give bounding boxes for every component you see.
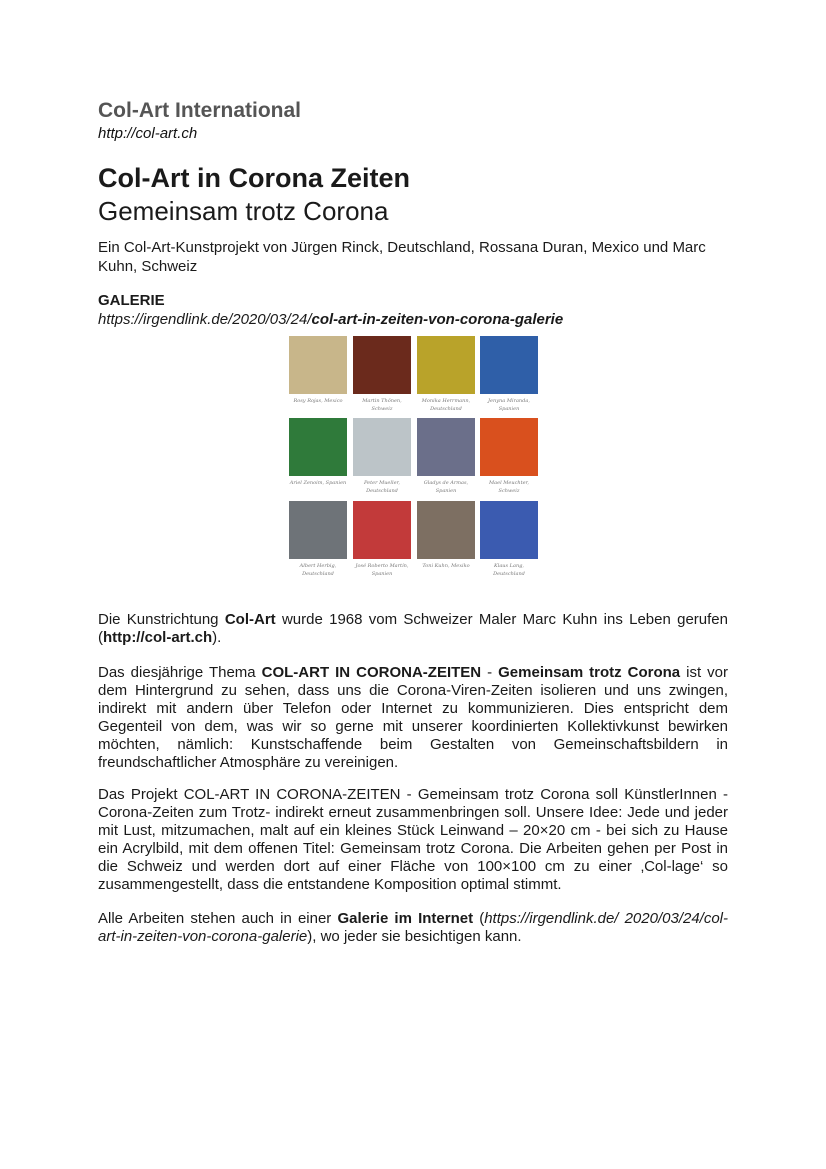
p2-text-3: ist vor dem Hintergrund zu sehen, dass uns die Corona-Viren-Zeiten isolieren und uns zwingen, indirekt mit andern über Telefon oder Internet zu kommunizieren. Dies entspricht dem Gegenteil von dem, was wir so gerne mit unserer koordinierten Kollektivkunst bewirken möchten, nämlich: Kunstschaffende beim Gestalten von Gemeinschaftsbildern in freundschaftlicher Atmosphäre zu vereinigen. — [98, 664, 728, 771]
gallery-url-bold: col-art-in-zeiten-von-corona-galerie — [311, 311, 564, 328]
artwork-caption-country: Spanien — [435, 488, 457, 494]
artwork-image — [289, 336, 347, 394]
p2-text-1: Das diesjährige Thema — [98, 664, 262, 681]
paragraph-theme — [98, 664, 728, 772]
p4-text-1: Alle Arbeiten stehen auch in einer — [98, 910, 338, 927]
artwork-caption-country: Deutschland — [302, 571, 334, 577]
artwork-image — [353, 501, 411, 559]
artwork-image — [289, 418, 347, 476]
p4-text-3: ), wo jeder sie besichtigen kann. — [307, 928, 522, 945]
org-name: Col-Art International — [98, 99, 301, 122]
artwork-caption: Gladys de Armas, — [423, 480, 469, 486]
page-title: Col-Art in Corona Zeiten — [98, 163, 410, 193]
artwork-caption: Klaus Lang, — [493, 563, 524, 569]
artwork-caption: José Roberto Martín, — [355, 563, 409, 569]
artwork-caption-country: Schweiz — [371, 406, 393, 412]
p1-text-2: wurde 1968 vom Schweizer Maler Marc Kuhn ins Leben gerufen ( — [98, 611, 728, 646]
artwork-image — [353, 336, 411, 394]
artwork-image — [480, 501, 538, 559]
artwork-caption-country: Spanien — [371, 571, 393, 577]
artwork-image — [289, 501, 347, 559]
artwork-image — [417, 501, 475, 559]
intro-text: Ein Col-Art-Kunstprojekt von Jürgen Rinck, Deutschland, Rossana Duran, Mexico und Marc Kuhn, Schweiz — [98, 239, 706, 275]
artwork-caption-country: Deutschland — [430, 406, 462, 412]
p1-text-1: Die Kunstrichtung — [98, 611, 225, 628]
artwork-image — [353, 418, 411, 476]
artwork-caption: Monika Herrmann, — [421, 398, 471, 404]
artwork-caption: Rosy Rojas, Mexico — [293, 398, 343, 404]
artwork-image — [417, 418, 475, 476]
page-subtitle: Gemeinsam trotz Corona — [98, 196, 389, 226]
p4-link[interactable]: https://irgendlink.de/ 2020/03/24/col-art-in-zeiten-von-corona-galerie — [98, 910, 729, 945]
gallery-heading: GALERIE — [98, 292, 165, 309]
artwork-image — [480, 336, 538, 394]
p2-bold-2: Gemeinsam trotz Corona — [498, 664, 681, 681]
artwork-caption-country: Deutschland — [493, 571, 525, 577]
gallery-url[interactable] — [98, 311, 563, 328]
artwork-image — [417, 336, 475, 394]
artwork-caption: Martin Thönen, — [362, 398, 402, 404]
p4-bold-1: Galerie im Internet — [337, 910, 474, 927]
p1-bold-1: Col-Art — [224, 611, 276, 628]
artwork-caption-country: Spanien — [498, 406, 520, 412]
paragraph-gallery-info — [98, 910, 728, 946]
paragraph-project: Das Projekt COL-ART IN CORONA-ZEITEN - Gemeinsam trotz Corona soll KünstlerInnen - Corona-Zeiten zum Trotz- indirekt erneut zusammenbringen soll. Unsere Idee: Jede und jeder mit Lust, mitzumachen, malt auf ein kleines Stück Leinwand – 20×20 cm - bei sich zu Hause ein Acrylbild, mit dem offenen Titel: Gemeinsam trotz Corona. Die Arbeiten gehen per Post in die Schweiz und werden dort auf einer Fläche von 100×100 cm zu einer ‚Col-lage‘ so zusammengestellt, dass die entstandene Komposition optimal stimmt. — [98, 786, 728, 893]
artwork-caption: Peter Mueller, — [364, 480, 400, 486]
artwork-caption: Mael Meuchter, — [489, 480, 529, 486]
paragraph-colart-origin — [98, 611, 728, 647]
artwork-caption: Albert Herbig, — [299, 563, 337, 569]
p2-text-2: - — [481, 664, 499, 681]
artwork-caption-country: Deutschland — [366, 488, 398, 494]
org-url[interactable]: http://col-art.ch — [98, 125, 198, 142]
gallery-url-prefix: https://irgendlink.de/2020/03/24/ — [98, 311, 312, 328]
artwork-caption: Toni Kuhn, Mexiko — [422, 563, 470, 569]
artwork-caption: Jenyna Miranda, — [488, 398, 530, 404]
artwork-image — [480, 418, 538, 476]
p1-text-3: ). — [212, 629, 222, 646]
p2-bold-1: COL-ART IN CORONA-ZEITEN — [261, 664, 482, 681]
p1-link[interactable]: http://col-art.ch — [103, 629, 213, 646]
p4-text-2: ( — [473, 910, 485, 927]
artwork-caption-country: Schweiz — [498, 488, 520, 494]
artwork-caption: Ariel Zenoim, Spanien — [289, 480, 347, 486]
